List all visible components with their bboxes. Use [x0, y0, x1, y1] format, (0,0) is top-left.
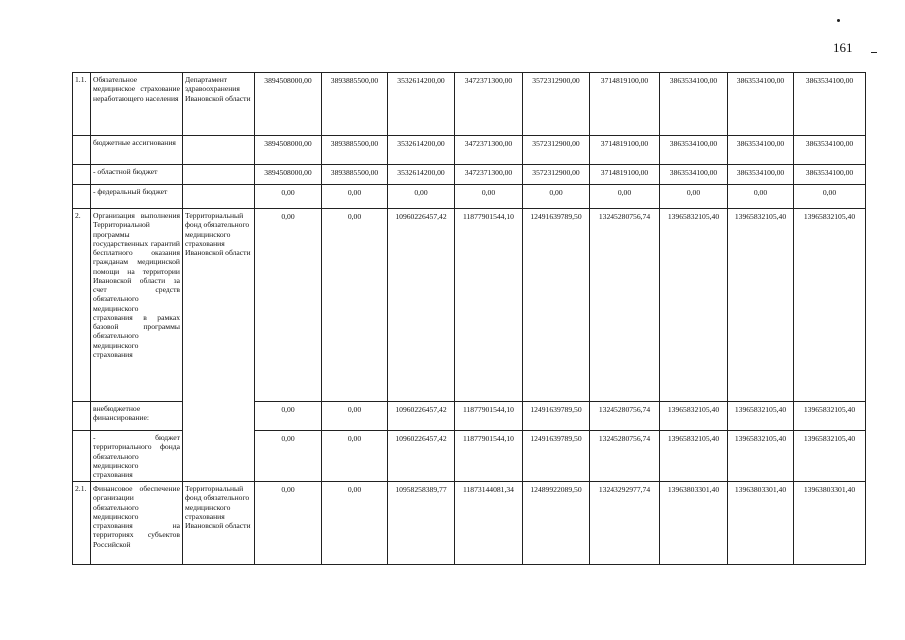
table-row — [73, 185, 866, 209]
amount-cell: 3894508000,00 — [255, 73, 322, 136]
amount-cell: 3863534100,00 — [794, 165, 866, 185]
amount-cell: 3714819100,00 — [590, 165, 660, 185]
row-executor — [183, 136, 255, 165]
amount-cell: 13965832105,40 — [728, 402, 794, 431]
amount-cell: 13963803301,40 — [660, 482, 728, 565]
amount-cell: 12491639789,50 — [523, 209, 590, 402]
amount-cell: 13245280756,74 — [590, 431, 660, 482]
amount-cell: 0,00 — [728, 185, 794, 209]
row-executor: Территориальный фонд обязательного медицинского страхования Ивановской области — [183, 482, 255, 565]
amount-cell: 12489922089,50 — [523, 482, 590, 565]
amount-cell: 3893885500,00 — [322, 165, 388, 185]
amount-cell: 3863534100,00 — [794, 73, 866, 136]
amount-cell: 0,00 — [322, 431, 388, 482]
amount-cell: 3863534100,00 — [660, 136, 728, 165]
row-name: Организация выполнения Территориальной программы государственных гарантий бесплатного оказания гражданам медицинской помощи на территории Ивановской области за счет средств обязательного медицинского страхования в рамках базовой программы обязательного медицинского страхования — [91, 209, 183, 402]
row-index — [73, 165, 91, 185]
amount-cell: 3532614200,00 — [388, 136, 455, 165]
amount-cell: 3863534100,00 — [660, 165, 728, 185]
amount-cell: 13965832105,40 — [728, 431, 794, 482]
table-row — [73, 73, 866, 136]
amount-cell: 3863534100,00 — [794, 136, 866, 165]
row-index — [73, 402, 91, 431]
table-row — [73, 209, 866, 402]
amount-cell: 0,00 — [660, 185, 728, 209]
amount-cell: 0,00 — [255, 402, 322, 431]
amount-cell: 3714819100,00 — [590, 136, 660, 165]
amount-cell: 0,00 — [590, 185, 660, 209]
row-name: - федеральный бюджет — [91, 185, 183, 209]
amount-cell: 11873144081,34 — [455, 482, 523, 565]
amount-cell: 10958258389,77 — [388, 482, 455, 565]
table-row — [73, 136, 866, 165]
amount-cell: 3863534100,00 — [728, 165, 794, 185]
amount-cell: 12491639789,50 — [523, 431, 590, 482]
scan-speck — [837, 19, 840, 22]
amount-cell: 3472371300,00 — [455, 73, 523, 136]
amount-cell: 13965832105,40 — [660, 209, 728, 402]
amount-cell: 13963803301,40 — [794, 482, 866, 565]
amount-cell: 0,00 — [523, 185, 590, 209]
amount-cell: 13965832105,40 — [728, 209, 794, 402]
amount-cell: 11877901544,10 — [455, 431, 523, 482]
amount-cell: 3893885500,00 — [322, 73, 388, 136]
amount-cell: 3714819100,00 — [590, 73, 660, 136]
amount-cell: 0,00 — [255, 209, 322, 402]
amount-cell: 3863534100,00 — [728, 136, 794, 165]
row-name: Финансовое обеспечение организации обязательного медицинского страхования на территориях субъектов Российской — [91, 482, 183, 565]
amount-cell: 3472371300,00 — [455, 165, 523, 185]
amount-cell: 13965832105,40 — [660, 402, 728, 431]
table-row — [73, 165, 866, 185]
amount-cell: 13965832105,40 — [660, 431, 728, 482]
amount-cell: 13965832105,40 — [794, 209, 866, 402]
amount-cell: 0,00 — [255, 431, 322, 482]
table-row — [73, 482, 866, 565]
scan-mark — [871, 52, 877, 53]
row-executor — [183, 185, 255, 209]
amount-cell: 0,00 — [255, 185, 322, 209]
amount-cell: 13243292977,74 — [590, 482, 660, 565]
amount-cell: 11877901544,10 — [455, 209, 523, 402]
amount-cell: 0,00 — [794, 185, 866, 209]
amount-cell: 3572312900,00 — [523, 165, 590, 185]
amount-cell: 0,00 — [455, 185, 523, 209]
amount-cell: 0,00 — [322, 402, 388, 431]
amount-cell: 3893885500,00 — [322, 136, 388, 165]
amount-cell: 0,00 — [255, 482, 322, 565]
amount-cell: 3894508000,00 — [255, 136, 322, 165]
row-name: бюджетные ассигнования — [91, 136, 183, 165]
amount-cell: 0,00 — [322, 482, 388, 565]
amount-cell: 13965832105,40 — [794, 402, 866, 431]
row-executor: Департамент здравоохранения Ивановской области — [183, 73, 255, 136]
page-number: 161 — [833, 40, 853, 55]
amount-cell: 10960226457,42 — [388, 209, 455, 402]
amount-cell: 10960226457,42 — [388, 431, 455, 482]
row-executor: Территориальный фонд обязательного медицинского страхования Ивановской области — [183, 209, 255, 482]
amount-cell: 3863534100,00 — [660, 73, 728, 136]
row-name: - областной бюджет — [91, 165, 183, 185]
row-name: - бюджет территориального фонда обязательного медицинского страхования — [91, 431, 183, 482]
amount-cell: 3572312900,00 — [523, 136, 590, 165]
amount-cell: 3532614200,00 — [388, 165, 455, 185]
amount-cell: 13963803301,40 — [728, 482, 794, 565]
amount-cell: 12491639789,50 — [523, 402, 590, 431]
amount-cell: 0,00 — [388, 185, 455, 209]
amount-cell: 3572312900,00 — [523, 73, 590, 136]
amount-cell: 0,00 — [322, 185, 388, 209]
amount-cell: 3894508000,00 — [255, 165, 322, 185]
amount-cell: 0,00 — [322, 209, 388, 402]
amount-cell: 13245280756,74 — [590, 402, 660, 431]
amount-cell: 3532614200,00 — [388, 73, 455, 136]
row-index — [73, 431, 91, 482]
row-name: внебюджетное финансирование: — [91, 402, 183, 431]
budget-table — [72, 72, 866, 565]
amount-cell: 13245280756,74 — [590, 209, 660, 402]
amount-cell: 3472371300,00 — [455, 136, 523, 165]
row-index — [73, 185, 91, 209]
amount-cell: 3863534100,00 — [728, 73, 794, 136]
amount-cell: 11877901544,10 — [455, 402, 523, 431]
amount-cell: 13965832105,40 — [794, 431, 866, 482]
row-index — [73, 136, 91, 165]
row-index: 1.1. — [73, 73, 91, 136]
row-index: 2. — [73, 209, 91, 402]
amount-cell: 10960226457,42 — [388, 402, 455, 431]
row-executor — [183, 165, 255, 185]
row-index: 2.1. — [73, 482, 91, 565]
row-name: Обязательное медицинское страхование неработающего населения — [91, 73, 183, 136]
